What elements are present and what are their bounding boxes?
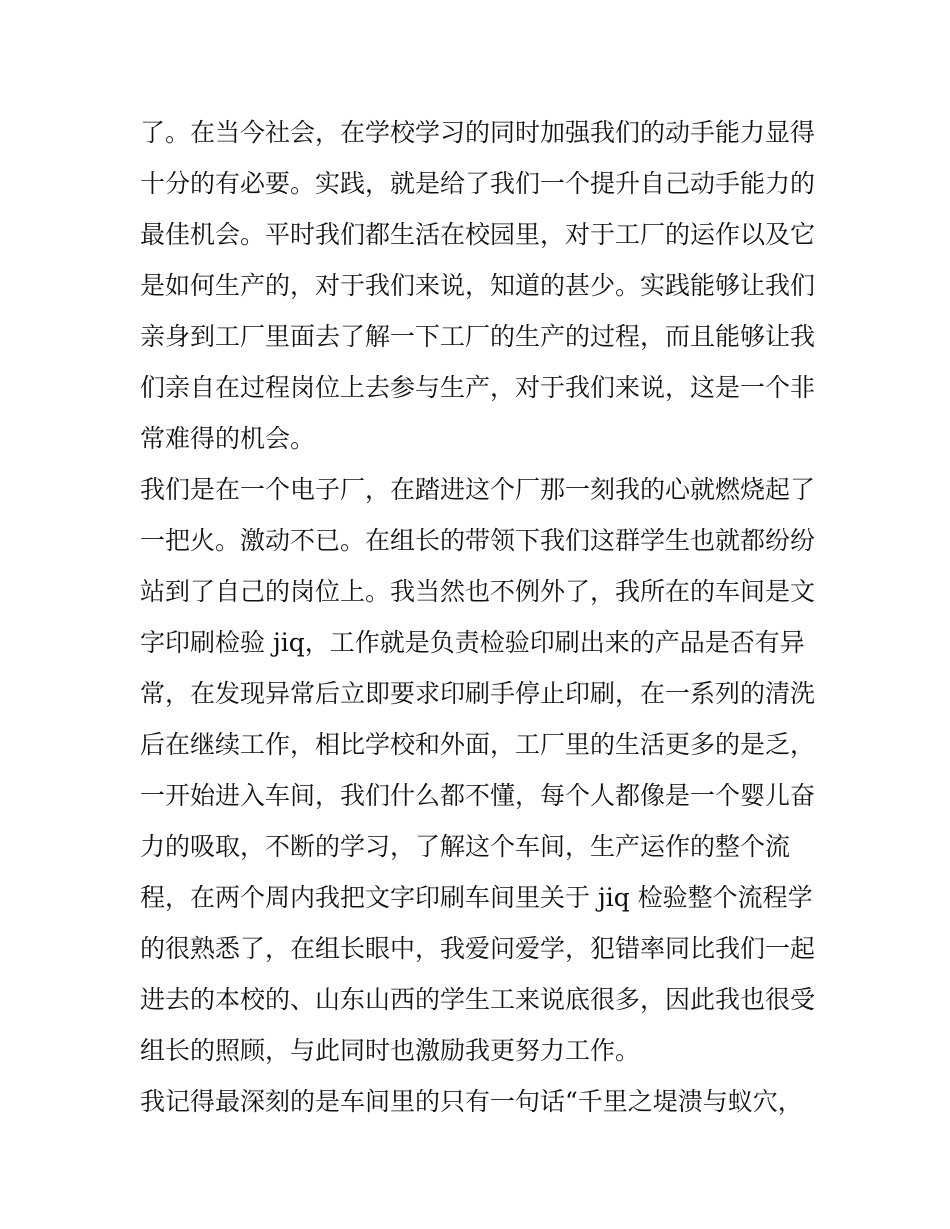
text-line: 是如何生产的，对于我们来说，知道的甚少。实践能够让我们 xyxy=(140,271,816,300)
text-line: 我们是在一个电子厂，在踏进这个厂那一刻我的心就燃烧起了 xyxy=(140,475,816,504)
text-line: 后在继续工作，相比学校和外面，工厂里的生活更多的是乏， xyxy=(140,730,816,759)
text-line: 我记得最深刻的是车间里的只有一句话“千里之堤溃与蚁穴， xyxy=(140,1087,803,1116)
text-line: 亲身到工厂里面去了解一下工厂的生产的过程，而且能够让我 xyxy=(140,322,816,351)
text-line: 程，在两个周内我把文字印刷车间里关于 jiq 检验整个流程学 xyxy=(140,883,813,912)
text-line: 一开始进入车间，我们什么都不懂，每个人都像是一个婴儿奋 xyxy=(140,781,816,810)
text-line: 字印刷检验 jiq，工作就是负责检验印刷出来的产品是否有异 xyxy=(140,628,805,657)
text-line: 一把火。激动不已。在组长的带领下我们这群学生也就都纷纷 xyxy=(140,526,816,555)
text-line: 常难得的机会。 xyxy=(140,424,316,453)
text-line: 力的吸取，不断的学习，了解这个车间，生产运作的整个流 xyxy=(140,832,791,861)
text-line: 组长的照顾，与此同时也激励我更努力工作。 xyxy=(140,1036,641,1065)
text-line: 们亲自在过程岗位上去参与生产，对于我们来说，这是一个非 xyxy=(140,373,816,402)
text-line: 十分的有必要。实践，就是给了我们一个提升自己动手能力的 xyxy=(140,169,816,198)
text-line: 进去的本校的、山东山西的学生工来说底很多，因此我也很受 xyxy=(140,985,816,1014)
text-line: 最佳机会。平时我们都生活在校园里，对于工厂的运作以及它 xyxy=(140,220,816,249)
body-text xyxy=(140,107,820,1127)
text-line: 了。在当今社会，在学校学习的同时加强我们的动手能力显得 xyxy=(140,118,816,147)
text-line: 常，在发现异常后立即要求印刷手停止印刷，在一系列的清洗 xyxy=(140,679,816,708)
text-line: 站到了自己的岗位上。我当然也不例外了，我所在的车间是文 xyxy=(140,577,816,606)
text-line: 的很熟悉了，在组长眼中，我爱问爱学，犯错率同比我们一起 xyxy=(140,934,816,963)
